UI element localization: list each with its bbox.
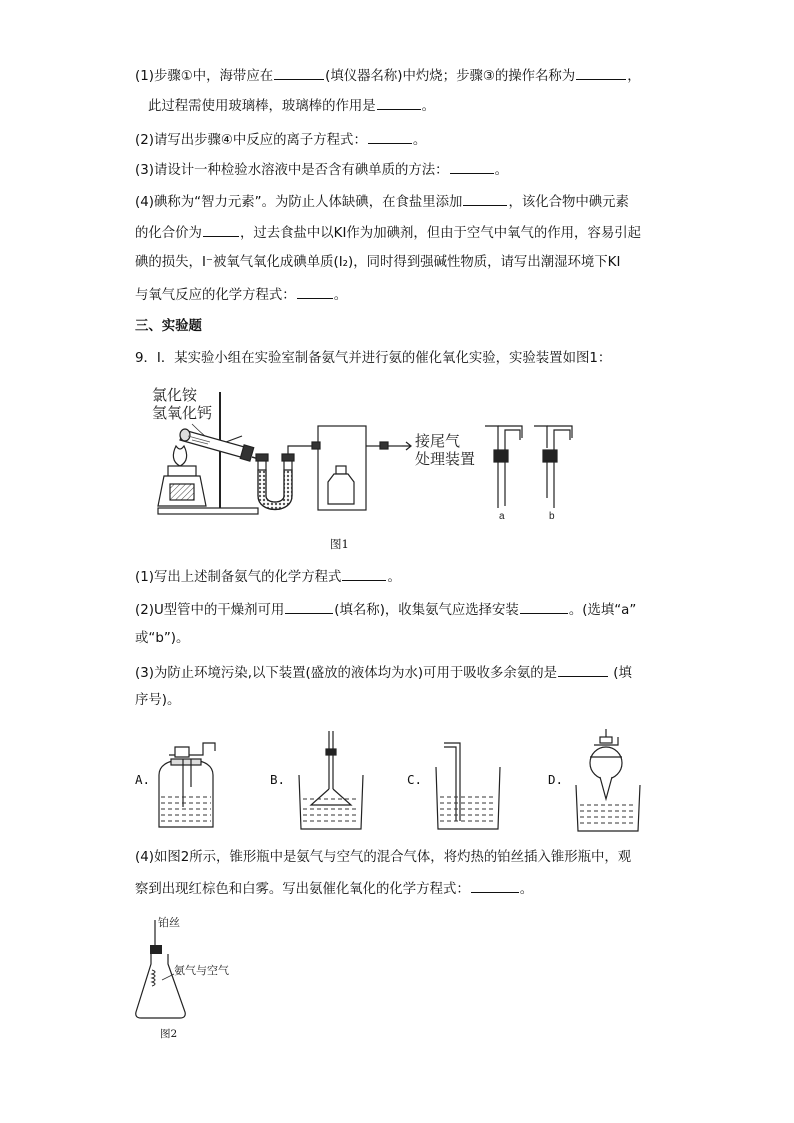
option-c-apparatus bbox=[430, 737, 510, 837]
answer-blank[interactable] bbox=[377, 96, 421, 110]
answer-blank[interactable] bbox=[274, 66, 324, 80]
answer-blank[interactable] bbox=[471, 879, 519, 893]
fig2-gas-label: 氨气与空气 bbox=[174, 964, 229, 977]
fig1-tail-label-2: 处理装置 bbox=[415, 450, 476, 468]
arrow-icon bbox=[402, 442, 411, 450]
q9-sub2-line2: 或“b”)。 bbox=[135, 631, 190, 646]
option-b-apparatus bbox=[295, 727, 375, 837]
q9-sub3-line1: (3)为防止环境污染,以下装置(盛放的液体均为水)可用于吸收多余氨的是 (填 bbox=[135, 663, 632, 683]
q9-sub4-line1: (4)如图2所示，锥形瓶中是氨气与空气的混合气体，将灼热的铂丝插入锥形瓶中，观 bbox=[135, 850, 632, 865]
q8-part1-line1: (1)步骤①中，海带应在 (填仪器名称)中灼烧；步骤③的操作名称为 ， bbox=[135, 66, 641, 86]
collection-tube-a bbox=[485, 426, 522, 508]
collection-tube-b bbox=[534, 426, 572, 508]
fig2-wire-label: 铂丝 bbox=[158, 916, 180, 929]
heated-test-tube bbox=[180, 429, 254, 461]
fig1-reagent-1: 氯化铵 bbox=[152, 386, 198, 404]
flask-stopper bbox=[150, 945, 162, 954]
figure-1-caption: 图1 bbox=[330, 537, 349, 551]
option-a-label: A. bbox=[135, 772, 151, 787]
q8-part4-line3: 碘的损失，I⁻被氧气氧化成碘单质(I₂)，同时得到强碱性物质，请写出潮湿环境下KI bbox=[135, 255, 621, 270]
answer-blank[interactable] bbox=[576, 66, 626, 80]
fig1-label-a: a bbox=[499, 511, 505, 522]
fig1-reagent-2: 氢氧化钙 bbox=[152, 404, 213, 422]
q8-part4-line2: 的化合价为 ，过去食盐中以KI作为加碘剂，但由于空气中氧气的作用，容易引起 bbox=[135, 223, 641, 243]
answer-blank[interactable] bbox=[558, 663, 608, 677]
answer-blank[interactable] bbox=[368, 130, 412, 144]
alcohol-lamp bbox=[158, 446, 206, 506]
q9-sub4-line2: 察到出现红棕色和白雾。写出氨催化氧化的化学方程式： 。 bbox=[135, 879, 533, 899]
answer-blank[interactable] bbox=[285, 600, 333, 614]
collection-apparatus bbox=[312, 426, 402, 510]
section-title: 三、实验题 bbox=[135, 319, 202, 334]
answer-blank[interactable] bbox=[450, 160, 494, 174]
answer-blank[interactable] bbox=[203, 223, 239, 237]
fig1-tail-label-1: 接尾气 bbox=[415, 432, 461, 450]
q9-sub3-line2: 序号)。 bbox=[135, 693, 181, 708]
option-c-label: C. bbox=[407, 772, 423, 787]
q8-part1-line2: 此过程需使用玻璃棒，玻璃棒的作用是 。 bbox=[148, 96, 435, 116]
q8-part2: (2)请写出步骤④中反应的离子方程式： 。 bbox=[135, 130, 426, 150]
figure-2-caption: 图2 bbox=[160, 1028, 178, 1040]
q8-part4-line4: 与氧气反应的化学方程式： 。 bbox=[135, 285, 347, 305]
answer-blank[interactable] bbox=[463, 192, 507, 206]
q9-sub1: (1)写出上述制备氨气的化学方程式 。 bbox=[135, 567, 401, 587]
answer-blank[interactable] bbox=[297, 285, 333, 299]
fig1-label-b: b bbox=[549, 511, 555, 522]
option-b-label: B. bbox=[270, 772, 286, 787]
answer-blank[interactable] bbox=[520, 600, 568, 614]
q8-part4-line1: (4)碘称为“智力元素”。为防止人体缺碘，在食盐里添加 ，该化合物中碘元素 bbox=[135, 192, 629, 212]
option-a-apparatus bbox=[155, 735, 235, 835]
answer-blank[interactable] bbox=[342, 567, 386, 581]
q9-sub2-line1: (2)U型管中的干燥剂可用 (填名称)，收集氨气应选择安装 。(选填“a” bbox=[135, 600, 636, 620]
option-d-label: D. bbox=[548, 772, 564, 787]
option-d-apparatus bbox=[572, 727, 652, 837]
u-tube-dryer bbox=[256, 446, 318, 510]
q9-stem: 9．Ⅰ．某实验小组在实验室制备氨气并进行氨的催化氧化实验，实验装置如图1： bbox=[135, 351, 612, 366]
q8-part3: (3)请设计一种检验水溶液中是否含有碘单质的方法： 。 bbox=[135, 160, 508, 180]
figure-2 bbox=[132, 912, 262, 1042]
figure-1 bbox=[150, 378, 590, 528]
